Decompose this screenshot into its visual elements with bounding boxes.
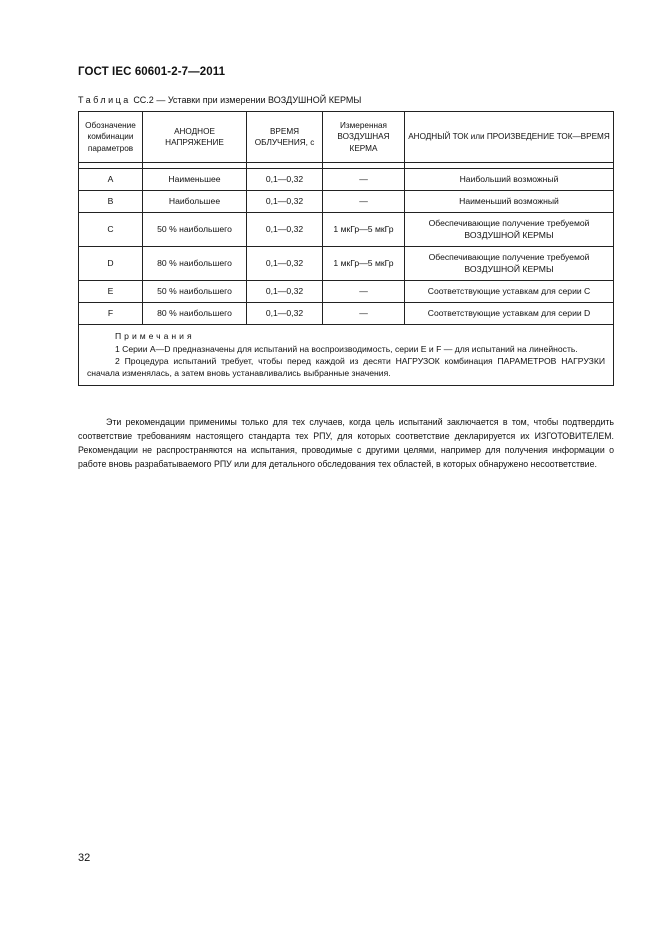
table-cell: A bbox=[79, 169, 143, 191]
table-cell: 0,1—0,32 bbox=[247, 247, 323, 281]
settings-table bbox=[78, 111, 614, 386]
table-row bbox=[79, 303, 614, 325]
table-cell: 50 % наибольшего bbox=[143, 281, 247, 303]
body-text bbox=[78, 415, 614, 471]
table-caption bbox=[78, 95, 361, 105]
table-cell: 80 % наибольшего bbox=[143, 247, 247, 281]
page-number: 32 bbox=[78, 852, 91, 864]
table-row bbox=[79, 247, 614, 281]
table-caption-label: Таблица bbox=[78, 95, 131, 105]
column-header-anode-current: АНОДНЫЙ ТОК или ПРОИЗВЕДЕНИЕ ТОК—ВРЕМЯ bbox=[405, 112, 614, 163]
table-cell: Обеспечивающие получение требуемой ВОЗДУШНОЙ КЕРМЫ bbox=[405, 247, 614, 281]
note-item: 2 Процедура испытаний требует, чтобы перед каждой из десяти НАГРУЗОК комбинация ПАРАМЕТРОВ НАГРУЗКИ сначала изменялась, а затем вновь устанавливались выбранные значения. bbox=[87, 356, 605, 378]
table-cell: 0,1—0,32 bbox=[247, 303, 323, 325]
table-cell: Наименьшее bbox=[143, 169, 247, 191]
table-cell: 1 мкГр—5 мкГр bbox=[323, 247, 405, 281]
table-cell: D bbox=[79, 247, 143, 281]
table-cell: C bbox=[79, 213, 143, 247]
document-header: ГОСТ IEC 60601-2-7—2011 bbox=[78, 66, 226, 78]
table-cell: — bbox=[323, 303, 405, 325]
table-row bbox=[79, 281, 614, 303]
table-notes-row bbox=[79, 325, 614, 386]
column-header-combination: Обозначение комбинации параметров bbox=[79, 112, 143, 163]
column-header-exposure-time: ВРЕМЯ ОБЛУЧЕНИЯ, с bbox=[247, 112, 323, 163]
table-cell: E bbox=[79, 281, 143, 303]
table-cell: Обеспечивающие получение требуемой ВОЗДУШНОЙ КЕРМЫ bbox=[405, 213, 614, 247]
table-cell: 0,1—0,32 bbox=[247, 169, 323, 191]
table-cell: 80 % наибольшего bbox=[143, 303, 247, 325]
column-header-anode-voltage: АНОДНОЕ НАПРЯЖЕНИЕ bbox=[143, 112, 247, 163]
table-row bbox=[79, 169, 614, 191]
table-caption-text: CC.2 — Уставки при измерении ВОЗДУШНОЙ КЕРМЫ bbox=[133, 95, 362, 105]
notes-title: Примечания bbox=[115, 331, 195, 341]
table-cell: 50 % наибольшего bbox=[143, 213, 247, 247]
table-cell: Соответствующие уставкам для серии D bbox=[405, 303, 614, 325]
table-cell: — bbox=[323, 281, 405, 303]
table-cell: Наименьший возможный bbox=[405, 191, 614, 213]
body-paragraph: Эти рекомендации применимы только для тех случаев, когда цель испытаний заключается в том, чтобы подтвердить соответствие требованиям настоящего стандарта тех РПУ, для которых соответствие декларируется их ИЗГОТОВИТЕЛЕМ. Рекомендации не распространяются на испытания, проводимые с другими целями, например для получения информации о работе вновь разрабатываемого РПУ или для детального обследования тех областей, в которых обнаружено несоответствие. bbox=[78, 417, 614, 469]
table-row bbox=[79, 213, 614, 247]
table-cell: 0,1—0,32 bbox=[247, 191, 323, 213]
column-header-air-kerma: Измеренная ВОЗДУШНАЯ КЕРМА bbox=[323, 112, 405, 163]
table-cell: Наибольший возможный bbox=[405, 169, 614, 191]
table-cell: B bbox=[79, 191, 143, 213]
table-notes bbox=[79, 325, 614, 386]
table-cell: 0,1—0,32 bbox=[247, 281, 323, 303]
table-cell: F bbox=[79, 303, 143, 325]
note-item: 1 Серии A—D предназначены для испытаний на воспроизводимость, серии E и F — для испытаний на линейность. bbox=[115, 344, 578, 354]
table-cell: Соответствующие уставкам для серии C bbox=[405, 281, 614, 303]
table-cell: 1 мкГр—5 мкГр bbox=[323, 213, 405, 247]
table-cell: 0,1—0,32 bbox=[247, 213, 323, 247]
table-row bbox=[79, 191, 614, 213]
table-cell: — bbox=[323, 169, 405, 191]
table-cell: — bbox=[323, 191, 405, 213]
table-cell: Наибольшее bbox=[143, 191, 247, 213]
table-header-row bbox=[79, 112, 614, 163]
